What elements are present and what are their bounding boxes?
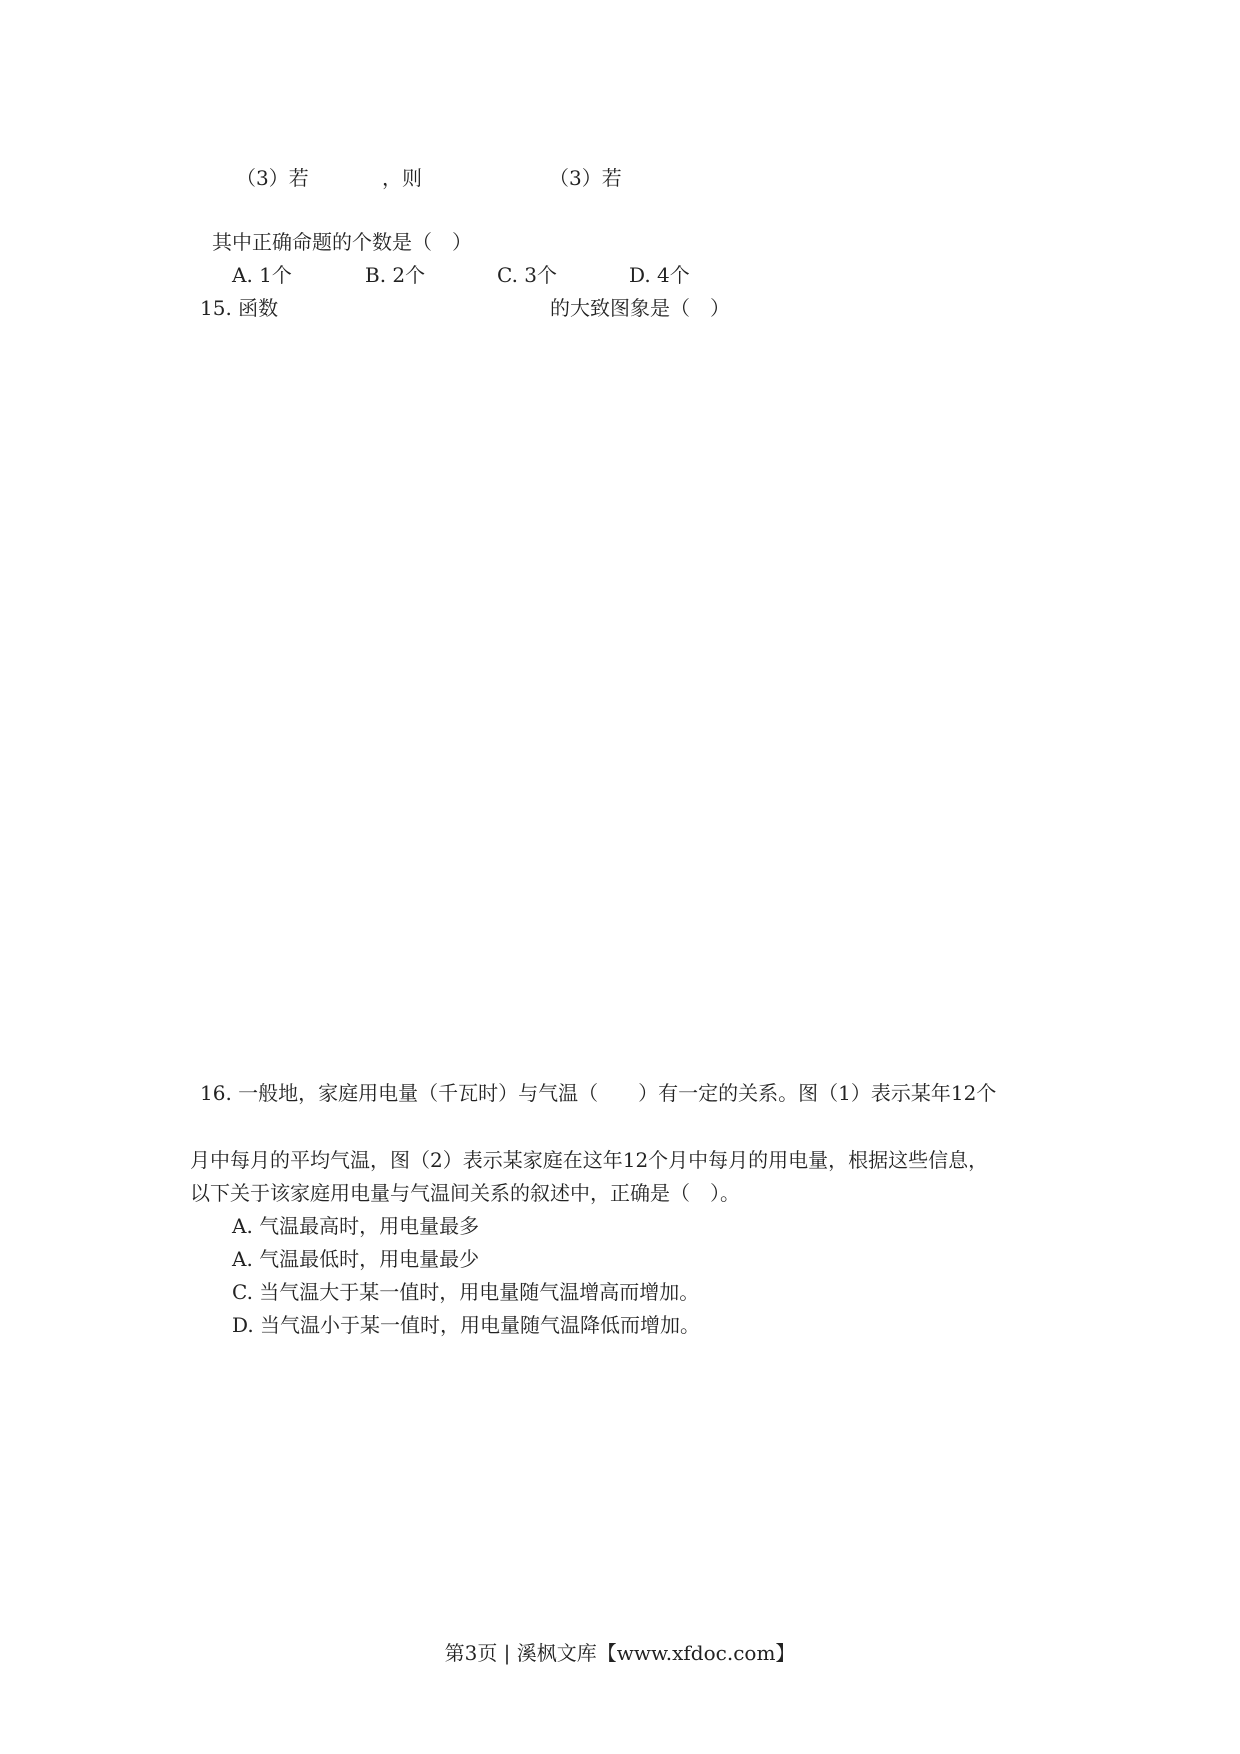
q16-option-a2: A. 气温最低时，用电量最少 [232,1247,480,1271]
q16-option-d: D. 当气温小于某一值时，用电量随气温降低而增加。 [232,1313,701,1337]
q16-line2: 月中每月的平均气温，图（2）表示某家庭在这年12个月中每月的用电量，根据这些信息， [190,1148,989,1172]
q14-option-b: B. 2个 [365,263,426,287]
q16-option-c: C. 当气温大于某一值时，用电量随气温增高而增加。 [232,1280,700,1304]
q14-option-c: C. 3个 [497,263,558,287]
q16-line3: 以下关于该家庭用电量与气温间关系的叙述中，正确是（ ）。 [190,1181,740,1205]
q14-option-a: A. 1个 [232,263,292,287]
q14-statement-mid: ，则 [382,166,422,190]
q14-statement-left: （3）若 [236,166,309,190]
q14-statement-right: （3）若 [549,166,622,190]
q14-question: 其中正确命题的个数是（ ） [212,230,472,254]
q16-option-a1: A. 气温最高时，用电量最多 [232,1214,480,1238]
q14-option-d: D. 4个 [629,263,690,287]
q16-line1: 16. 一般地，家庭用电量（千瓦时）与气温（ ）有一定的关系。图（1）表示某年12个 [200,1081,997,1105]
q15-number-label: 15. 函数 [200,296,279,320]
page-footer: 第3页 | 溪枫文库【www.xfdoc.com】 [444,1641,796,1665]
q15-question-tail: 的大致图象是（ ） [550,296,730,320]
